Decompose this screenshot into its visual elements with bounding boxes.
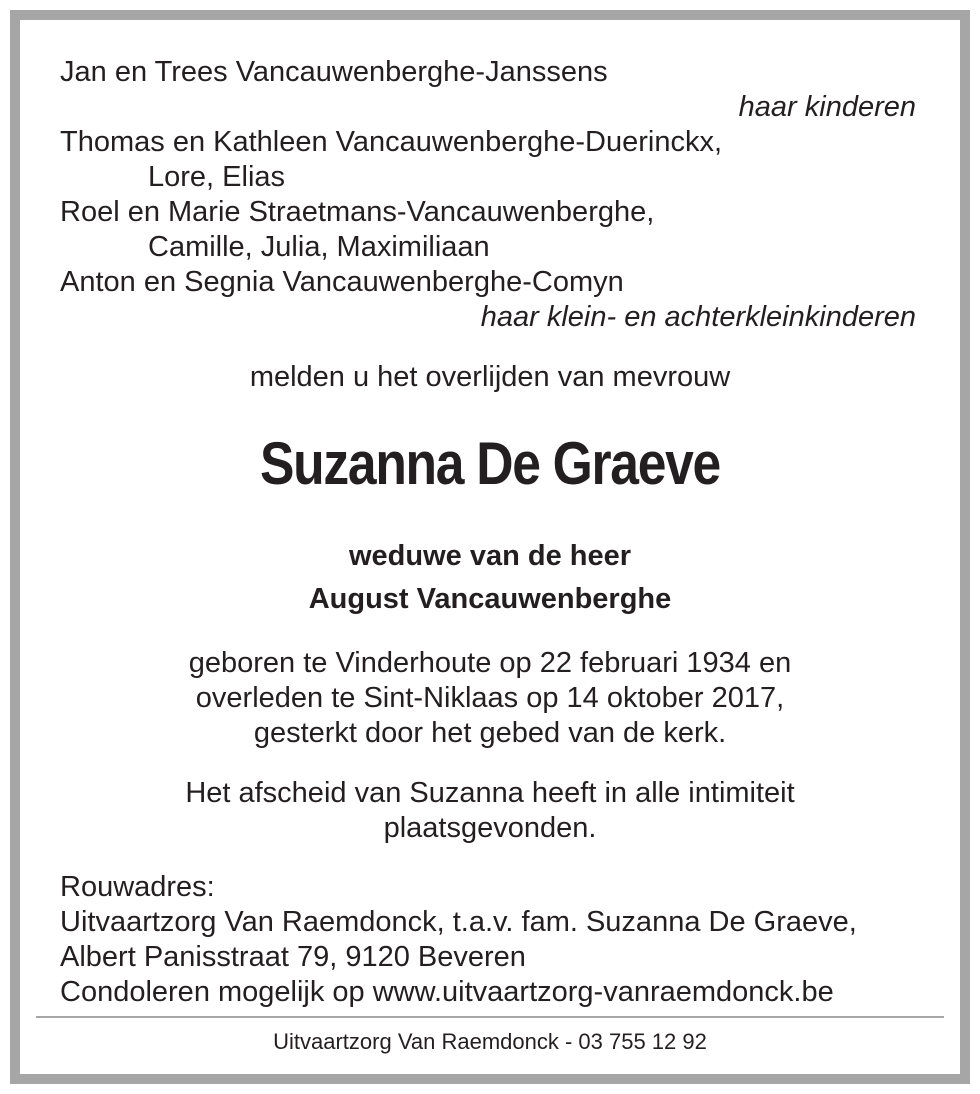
contact-funeral-home: Uitvaartzorg Van Raemdonck, t.a.v. fam. Suzanna De Graeve, bbox=[60, 906, 857, 938]
family-line-4: Anton en Segnia Vancauwenberghe-Comyn bbox=[60, 266, 624, 298]
footer-text: Uitvaartzorg Van Raemdonck - 03 755 12 92 bbox=[273, 1029, 707, 1054]
husband-name: August Vancauwenberghe bbox=[308, 583, 672, 615]
announcement-text: melden u het overlijden van mevrouw bbox=[249, 361, 731, 393]
contact-heading: Rouwadres: bbox=[60, 871, 215, 903]
footer-divider bbox=[36, 1016, 944, 1018]
farewell-line-2: plaatsgevonden. bbox=[383, 812, 597, 844]
contact-condolence-link: Condoleren mogelijk op www.uitvaartzorg-vanraemdonck.be bbox=[60, 976, 834, 1008]
family-grandchildren-1: Lore, Elias bbox=[148, 161, 286, 193]
farewell-line-1: Het afscheid van Suzanna heeft in alle intimiteit bbox=[185, 777, 795, 809]
birth-line: geboren te Vinderhoute op 22 februari 1934 en bbox=[188, 647, 792, 679]
family-relation-grandchildren: haar klein- en achterkleinkinderen bbox=[480, 301, 916, 333]
deceased-name: Suzanna De Graeve bbox=[260, 430, 720, 497]
family-line-1: Jan en Trees Vancauwenberghe-Janssens bbox=[60, 56, 608, 88]
widow-line: weduwe van de heer bbox=[348, 540, 632, 572]
family-grandchildren-2: Camille, Julia, Maximiliaan bbox=[148, 231, 490, 263]
contact-address: Albert Panisstraat 79, 9120 Beveren bbox=[60, 941, 526, 973]
family-line-3: Roel en Marie Straetmans-Vancauwenberghe, bbox=[60, 196, 655, 228]
family-relation-children: haar kinderen bbox=[738, 91, 916, 123]
family-line-2: Thomas en Kathleen Vancauwenberghe-Duerinckx, bbox=[60, 126, 723, 158]
church-line: gesterkt door het gebed van de kerk. bbox=[253, 717, 727, 749]
death-line: overleden te Sint-Niklaas op 14 oktober 2017, bbox=[195, 682, 785, 714]
